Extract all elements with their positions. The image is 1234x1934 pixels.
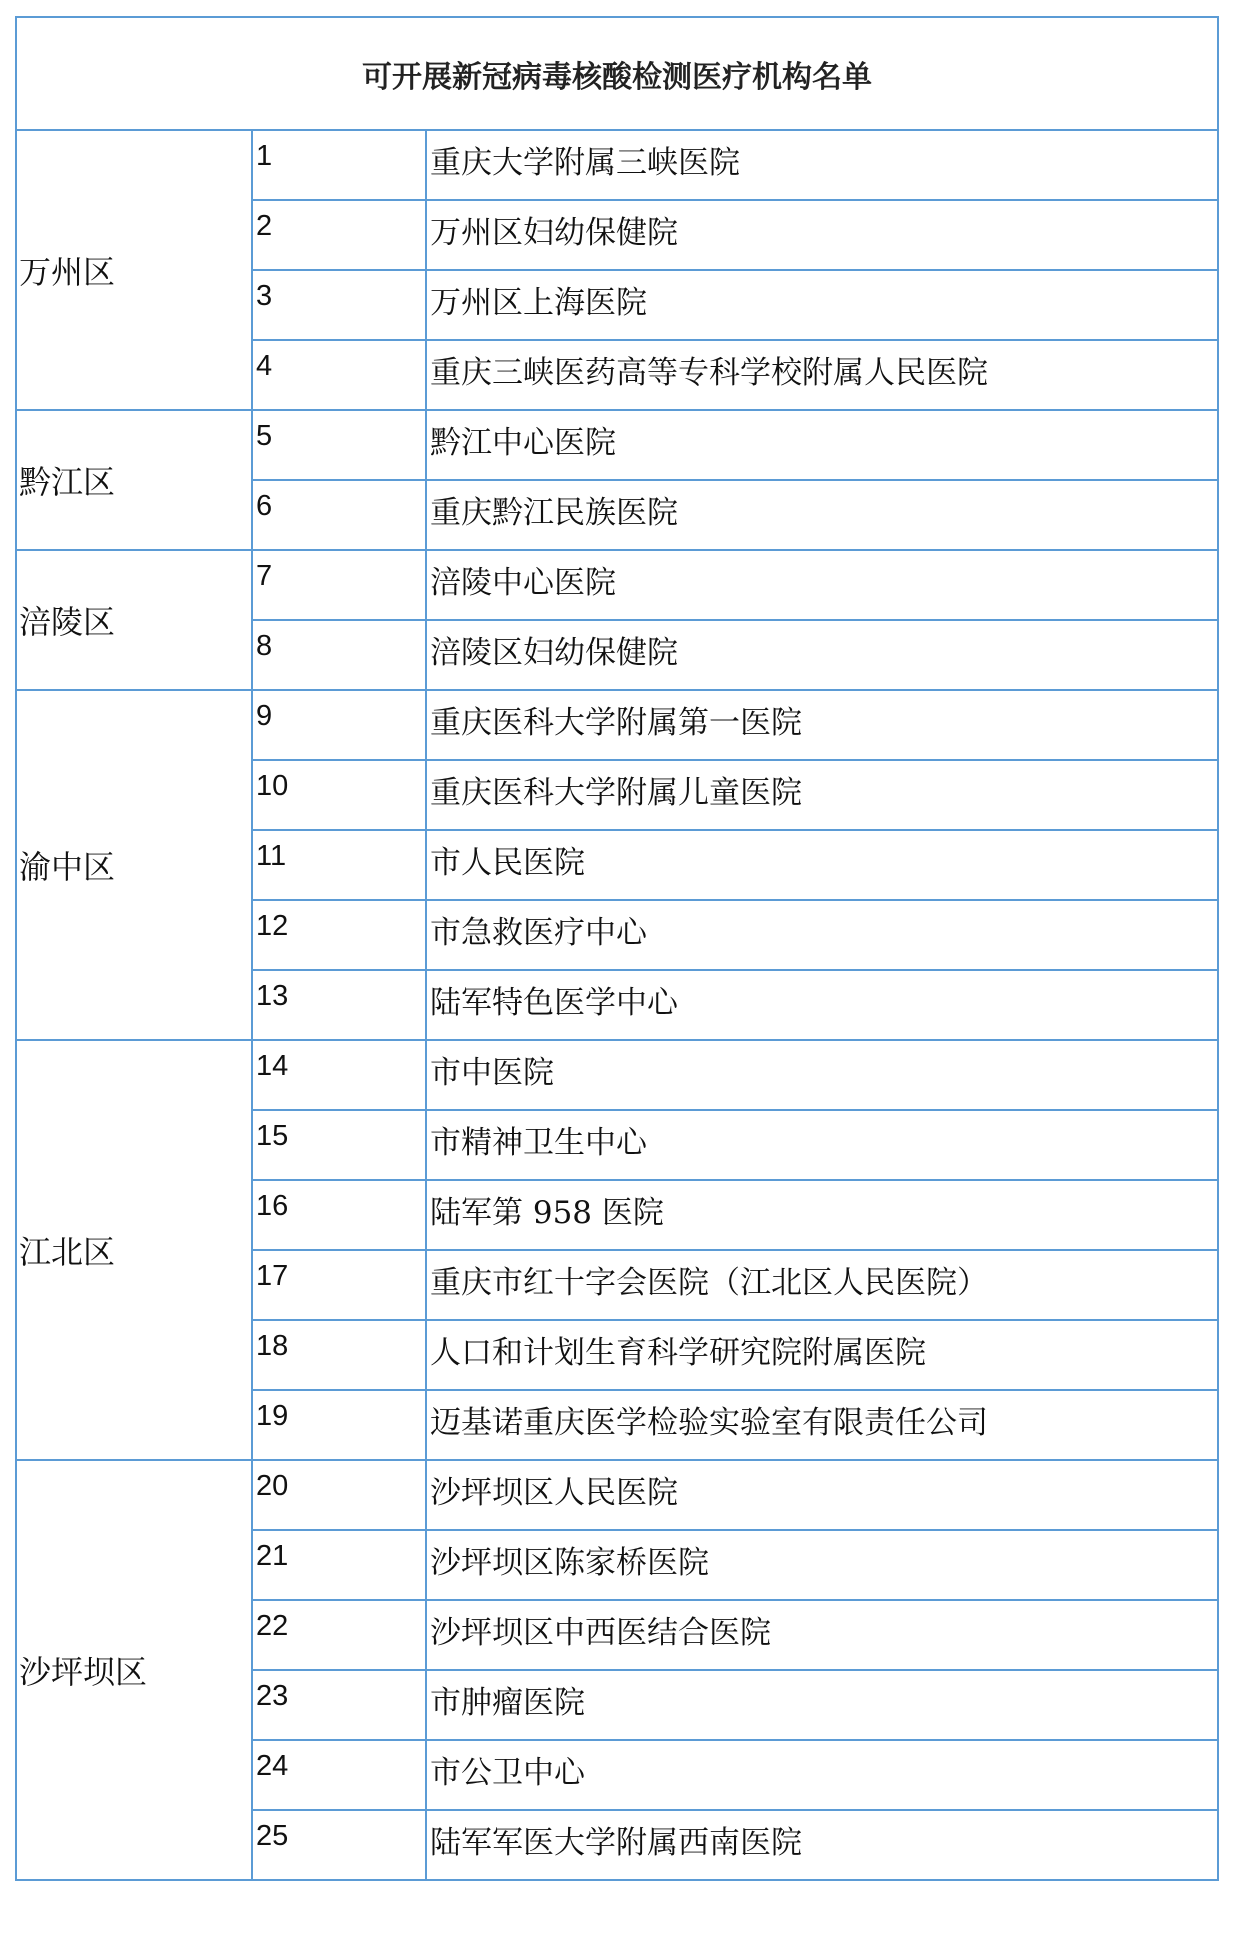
number-cell: 2 xyxy=(252,200,426,270)
table-row xyxy=(16,550,1218,620)
number-cell: 5 xyxy=(252,410,426,480)
hospital-name-cell: 陆军特色医学中心 xyxy=(426,970,1218,1040)
number-cell: 19 xyxy=(252,1390,426,1460)
hospital-name-cell: 重庆医科大学附属第一医院 xyxy=(426,690,1218,760)
number-cell: 15 xyxy=(252,1110,426,1180)
table-row xyxy=(16,690,1218,760)
hospital-name-cell: 人口和计划生育科学研究院附属医院 xyxy=(426,1320,1218,1390)
number-cell: 16 xyxy=(252,1180,426,1250)
hospital-name-cell: 市公卫中心 xyxy=(426,1740,1218,1810)
district-cell: 沙坪坝区 xyxy=(16,1460,252,1880)
number-cell: 21 xyxy=(252,1530,426,1600)
hospital-name-cell: 市人民医院 xyxy=(426,830,1218,900)
number-cell: 7 xyxy=(252,550,426,620)
hospital-name-cell: 重庆大学附属三峡医院 xyxy=(426,130,1218,200)
hospital-name-cell: 重庆黔江民族医院 xyxy=(426,480,1218,550)
number-cell: 10 xyxy=(252,760,426,830)
number-cell: 9 xyxy=(252,690,426,760)
hospital-name-cell: 陆军第 958 医院 xyxy=(426,1180,1218,1250)
district-cell: 涪陵区 xyxy=(16,550,252,690)
hospital-name-cell: 沙坪坝区陈家桥医院 xyxy=(426,1530,1218,1600)
document-page xyxy=(15,16,1217,1881)
hospital-name-cell: 迈基诺重庆医学检验实验室有限责任公司 xyxy=(426,1390,1218,1460)
hospital-name-cell: 陆军军医大学附属西南医院 xyxy=(426,1810,1218,1880)
number-cell: 23 xyxy=(252,1670,426,1740)
number-cell: 18 xyxy=(252,1320,426,1390)
number-cell: 4 xyxy=(252,340,426,410)
hospital-name-cell: 市精神卫生中心 xyxy=(426,1110,1218,1180)
hospital-name-cell: 沙坪坝区中西医结合医院 xyxy=(426,1600,1218,1670)
district-cell: 黔江区 xyxy=(16,410,252,550)
district-cell: 万州区 xyxy=(16,130,252,410)
hospital-name-cell: 市急救医疗中心 xyxy=(426,900,1218,970)
hospital-name-cell: 涪陵区妇幼保健院 xyxy=(426,620,1218,690)
table-row xyxy=(16,410,1218,480)
hospital-name-cell: 市肿瘤医院 xyxy=(426,1670,1218,1740)
number-cell: 17 xyxy=(252,1250,426,1320)
hospital-name-cell: 万州区妇幼保健院 xyxy=(426,200,1218,270)
number-cell: 13 xyxy=(252,970,426,1040)
number-cell: 22 xyxy=(252,1600,426,1670)
hospital-name-cell: 市中医院 xyxy=(426,1040,1218,1110)
hospital-name-cell: 黔江中心医院 xyxy=(426,410,1218,480)
table-row xyxy=(16,130,1218,200)
district-cell: 渝中区 xyxy=(16,690,252,1040)
number-cell: 14 xyxy=(252,1040,426,1110)
hospital-name-cell: 重庆医科大学附属儿童医院 xyxy=(426,760,1218,830)
table-row xyxy=(16,1040,1218,1110)
number-cell: 25 xyxy=(252,1810,426,1880)
table-row xyxy=(16,1460,1218,1530)
number-cell: 6 xyxy=(252,480,426,550)
number-cell: 24 xyxy=(252,1740,426,1810)
table-body xyxy=(16,17,1218,1880)
number-cell: 1 xyxy=(252,130,426,200)
number-cell: 12 xyxy=(252,900,426,970)
number-cell: 8 xyxy=(252,620,426,690)
number-cell: 20 xyxy=(252,1460,426,1530)
number-cell: 3 xyxy=(252,270,426,340)
hospital-name-cell: 万州区上海医院 xyxy=(426,270,1218,340)
title-row xyxy=(16,17,1218,130)
hospital-name-cell: 沙坪坝区人民医院 xyxy=(426,1460,1218,1530)
number-cell: 11 xyxy=(252,830,426,900)
hospital-table xyxy=(15,16,1219,1881)
district-cell: 江北区 xyxy=(16,1040,252,1460)
table-title: 可开展新冠病毒核酸检测医疗机构名单 xyxy=(16,17,1218,130)
hospital-name-cell: 重庆三峡医药高等专科学校附属人民医院 xyxy=(426,340,1218,410)
hospital-name-cell: 涪陵中心医院 xyxy=(426,550,1218,620)
hospital-name-cell: 重庆市红十字会医院（江北区人民医院） xyxy=(426,1250,1218,1320)
